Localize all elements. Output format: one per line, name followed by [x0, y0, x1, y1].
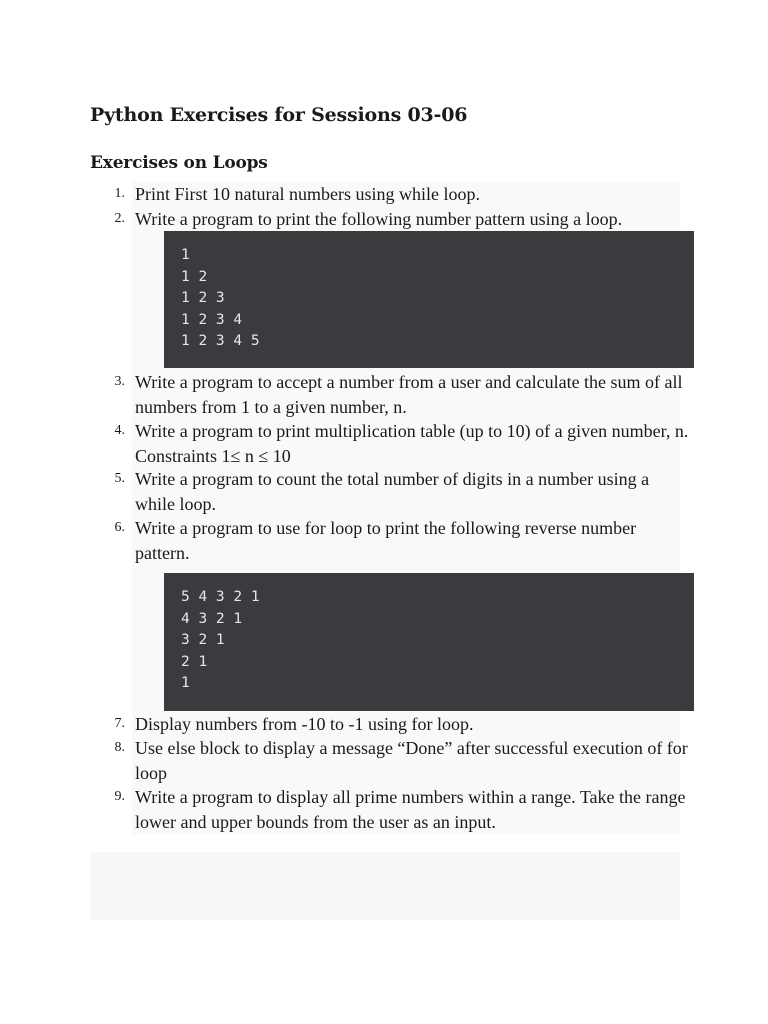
code-block-number-pattern	[164, 231, 694, 368]
exercise-item	[100, 370, 690, 419]
exercise-item	[100, 467, 690, 516]
code-line: 1	[181, 247, 190, 263]
exercise-number: 7.	[114, 716, 125, 731]
code-line: 2 1	[181, 653, 208, 670]
code-line: 1 2 3	[181, 290, 225, 306]
exercise-item	[100, 182, 690, 207]
document-title: Python Exercises for Sessions 03-06	[90, 104, 468, 126]
exercise-number: 8.	[114, 740, 125, 755]
exercise-item	[100, 207, 690, 232]
exercise-number: 1.	[114, 186, 125, 201]
exercise-text: Use else block to display a message “Done” after successful execution of for loop	[135, 738, 688, 783]
exercise-text: Write a program to accept a number from a user and calculate the sum of all numbers from 1 to a given number, n.	[135, 372, 683, 417]
exercise-text: Write a program to print multiplication table (up to 10) of a given number, n. Constraints 1≤ n ≤ 10	[135, 421, 689, 466]
shaded-background-lower	[90, 852, 680, 920]
code-line: 3 2 1	[181, 632, 225, 648]
code-block-reverse-pattern	[164, 573, 694, 711]
exercise-text: Write a program to use for loop to print the following reverse number pattern.	[135, 518, 637, 563]
code-line: 1 2 3 4	[181, 311, 243, 328]
exercise-number: 9.	[114, 789, 125, 804]
exercise-number: 5.	[114, 471, 125, 486]
exercise-item	[100, 516, 690, 565]
section-heading: Exercises on Loops	[90, 153, 268, 173]
code-line: 1 2	[181, 268, 208, 285]
exercise-text: Write a program to count the total number of digits in a number using a while loop.	[135, 469, 650, 514]
exercise-number: 2.	[114, 210, 125, 226]
code-line: 1	[181, 675, 190, 691]
exercise-item	[100, 785, 690, 834]
exercise-number: 6.	[114, 520, 125, 535]
exercise-text: Print First 10 natural numbers using while loop.	[135, 184, 480, 204]
exercise-item	[100, 419, 690, 468]
exercise-item	[100, 736, 690, 785]
exercise-number: 4.	[114, 423, 125, 438]
exercise-text: Display numbers from -10 to -1 using for loop.	[135, 714, 474, 734]
exercise-item	[100, 712, 690, 737]
exercise-number: 3.	[114, 374, 125, 389]
code-line: 4 3 2 1	[181, 610, 243, 627]
exercise-text: Write a program to print the following number pattern using a loop.	[135, 208, 623, 229]
code-line: 5 4 3 2 1	[181, 589, 260, 605]
code-line: 1 2 3 4 5	[181, 333, 260, 349]
exercise-text: Write a program to display all prime numbers within a range. Take the range lower and upper bounds from the user as an input.	[135, 787, 686, 832]
